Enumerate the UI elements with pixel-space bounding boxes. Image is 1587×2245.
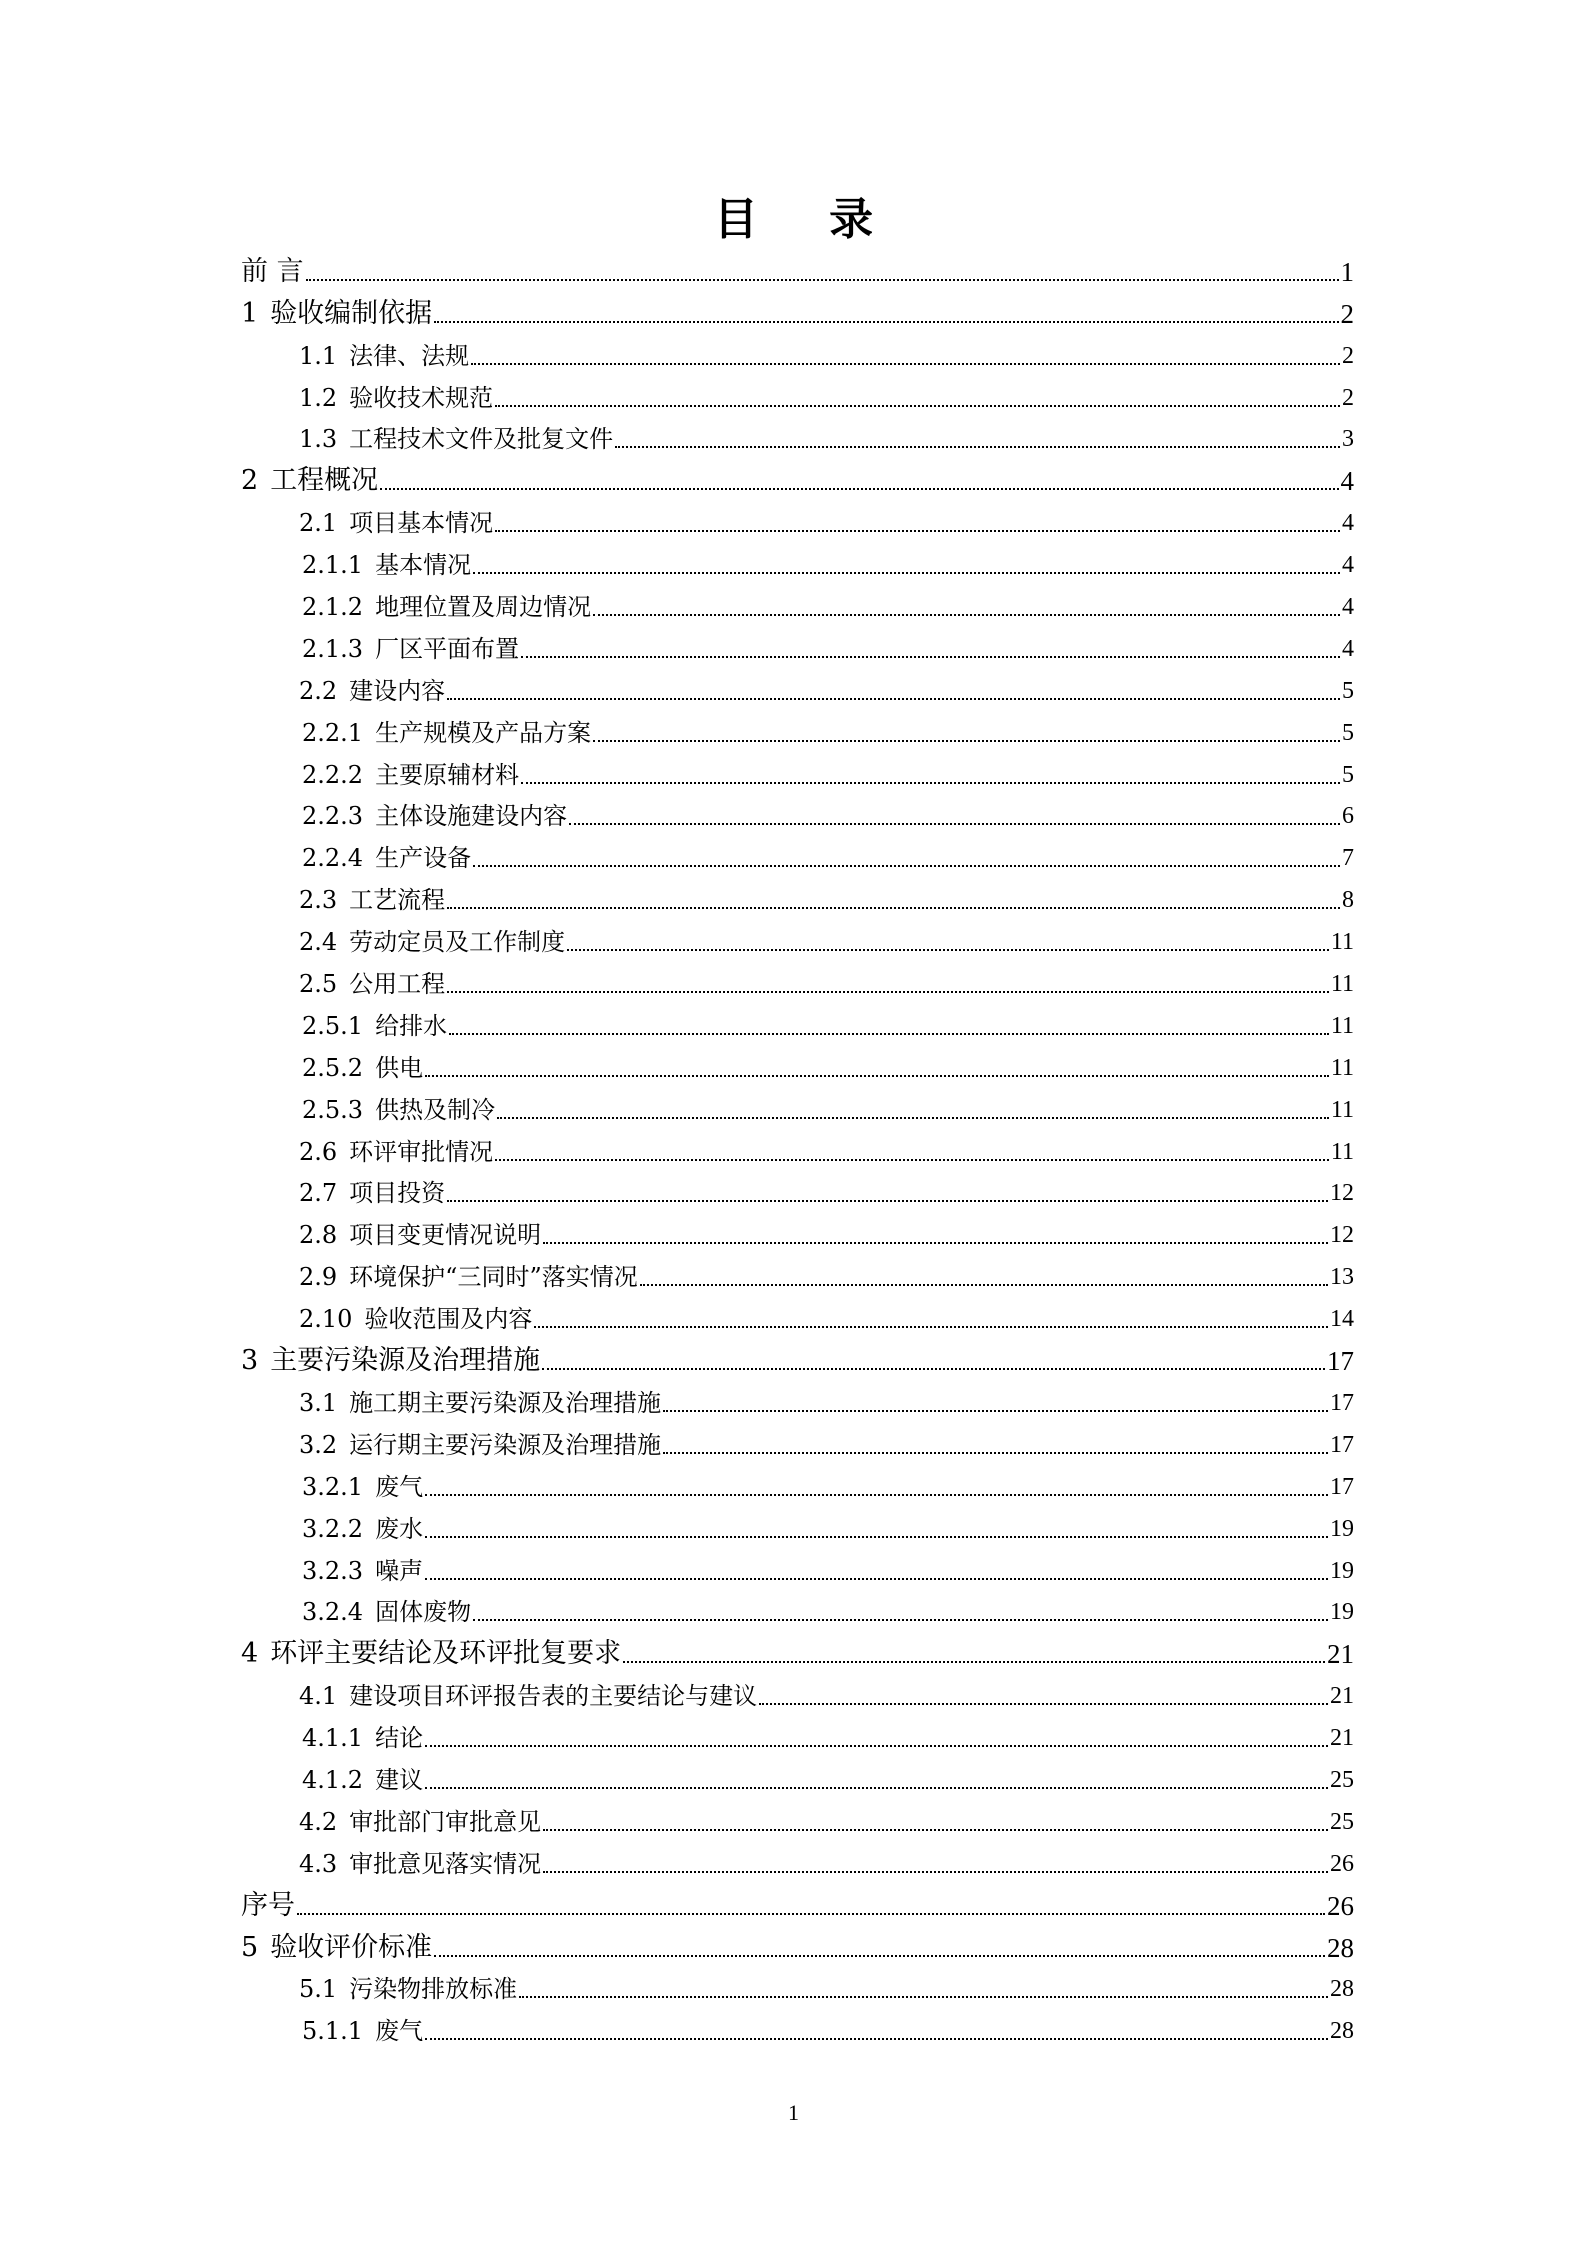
toc-entry-label [302,1513,423,1547]
toc-entry-label [302,1010,447,1044]
toc-dot-leader [663,1410,1328,1412]
toc-entry[interactable] [241,1714,1354,1756]
toc-entry-title: 基本情况 [375,551,472,580]
toc-entry[interactable] [241,918,1354,960]
toc-entry-label [299,1848,541,1882]
toc-dot-leader [425,1578,1328,1580]
toc-dot-leader [425,1075,1329,1077]
toc-entry-title: 序号 [241,1889,295,1921]
toc-entry-title: 建议 [375,1765,424,1794]
toc-entry-label [241,256,304,290]
toc-dot-leader [521,782,1340,784]
toc-entry-title: 厂区平面布置 [375,634,520,663]
toc-entry-page: 2 [1342,342,1354,369]
page-number: 1 [788,2100,799,2125]
toc-dot-leader [447,991,1329,993]
toc-dot-leader [447,698,1340,700]
toc-entry-number: 2.1.3 [302,634,364,663]
toc-entry-title: 工程技术文件及批复文件 [349,425,614,454]
toc-entry-label [241,465,378,499]
toc-entry-title: 建设内容 [349,676,446,705]
toc-entry-number: 2.5 [299,970,338,999]
toc-entry-page: 14 [1330,1306,1354,1333]
toc-dot-leader [306,279,1339,281]
toc-entry-label [302,2015,423,2049]
toc-entry-title: 验收技术规范 [349,383,494,412]
toc-entry-label [241,298,432,332]
toc-entry-number: 4 [241,1638,259,1670]
toc-dot-leader [434,321,1338,323]
toc-entry-page: 25 [1330,1766,1354,1793]
toc-entry-page: 19 [1330,1515,1354,1542]
toc-entry[interactable] [241,834,1354,876]
toc-entry-page: 12 [1330,1222,1354,1249]
toc-entry[interactable] [241,876,1354,918]
toc-entry[interactable] [241,1337,1354,1379]
toc-dot-leader [473,1619,1328,1621]
toc-entry-page: 21 [1327,1639,1354,1670]
toc-entry[interactable] [241,457,1354,499]
toc-entry-number: 2.5.1 [302,1011,364,1040]
toc-entry-label [299,340,469,374]
toc-entry-number: 2.2.3 [302,802,364,831]
toc-entry-number: 5 [241,1931,259,1963]
toc-entry-page: 5 [1342,761,1354,788]
toc-dot-leader [425,1494,1328,1496]
toc-entry-number: 2.2 [299,676,338,705]
toc-entry-label [299,1136,493,1170]
toc-entry[interactable] [241,625,1354,667]
toc-dot-leader [640,1284,1328,1286]
toc-entry-label [302,800,567,834]
toc-entry-label [299,1806,541,1840]
toc-entry-label [302,1596,471,1630]
toc-entry-label [299,1177,445,1211]
toc-entry-number: 4.1.1 [302,1724,364,1753]
toc-entry[interactable] [241,667,1354,709]
toc-entry-page: 17 [1327,1346,1354,1377]
toc-dot-leader [495,530,1340,532]
toc-entry-number: 5.1.1 [302,2017,364,2046]
toc-entry-page: 11 [1330,1012,1354,1039]
toc-entry-title: 环评主要结论及环评批复要求 [270,1638,622,1670]
toc-entry-page: 2 [1342,384,1354,411]
toc-entry-number: 3.2.2 [302,1514,364,1543]
toc-entry-page: 11 [1330,929,1354,956]
toc-entry-label [302,1094,495,1128]
toc-entry[interactable] [241,1672,1354,1714]
toc-entry[interactable] [241,793,1354,835]
toc-entry-page: 4 [1340,466,1354,497]
toc-entry-number: 2.1.2 [302,593,364,622]
toc-entry-title: 工艺流程 [349,886,446,915]
toc-dot-leader [567,949,1329,951]
toc-entry-page: 6 [1342,803,1354,830]
toc-entry-number: 2.1.1 [302,551,364,580]
toc-entry-page: 28 [1330,1976,1354,2003]
toc-entry-page: 26 [1327,1890,1354,1921]
toc-entry-number: 4.3 [299,1849,338,1878]
toc-dot-leader [495,405,1340,407]
toc-entry[interactable] [241,1128,1354,1170]
table-of-contents [241,248,1354,2049]
toc-entry[interactable] [241,1421,1354,1463]
toc-entry-label [302,842,471,876]
toc-dot-leader [543,1871,1328,1873]
toc-entry-title: 固体废物 [375,1598,472,1627]
toc-entry-page: 28 [1327,1932,1354,1963]
toc-entry-number: 2.7 [299,1179,338,1208]
toc-entry-title: 供电 [375,1053,424,1082]
toc-entry-number: 5.1 [299,1975,338,2004]
toc-dot-leader [542,1368,1325,1370]
toc-entry[interactable] [241,1086,1354,1128]
toc-entry-number: 1.2 [299,383,338,412]
toc-entry-page: 17 [1330,1473,1354,1500]
toc-entry-page: 3 [1342,426,1354,453]
toc-entry-number: 2.8 [299,1221,338,1250]
toc-entry-title: 施工期主要污染源及治理措施 [349,1388,662,1417]
toc-entry-number: 3 [241,1345,259,1377]
toc-entry-number: 4.1.2 [302,1765,364,1794]
toc-entry-page: 7 [1342,845,1354,872]
toc-entry-number: 3.1 [299,1388,338,1417]
toc-entry[interactable] [241,332,1354,374]
toc-entry-label [302,1471,423,1505]
toc-dot-leader [495,1159,1329,1161]
toc-dot-leader [543,1242,1328,1244]
toc-entry-label [299,675,445,709]
toc-entry-number: 3.2.4 [302,1598,364,1627]
toc-entry[interactable] [241,960,1354,1002]
toc-entry[interactable] [241,1882,1354,1924]
toc-entry[interactable] [241,2007,1354,2049]
toc-entry[interactable] [241,1756,1354,1798]
toc-entry-title: 噪声 [375,1556,424,1585]
toc-entry-label [302,759,519,793]
toc-entry-number: 2.2.2 [302,760,364,789]
toc-dot-leader [425,2038,1328,2040]
toc-entry-page: 4 [1342,594,1354,621]
toc-entry-title: 公用工程 [349,970,446,999]
toc-entry-number: 1.1 [299,341,338,370]
toc-entry-number: 2.5.2 [302,1053,364,1082]
toc-entry-title: 废水 [375,1514,424,1543]
toc-dot-leader [497,1117,1329,1119]
toc-dot-leader [543,1829,1328,1831]
toc-entry-label [299,926,565,960]
toc-entry-page: 5 [1342,677,1354,704]
toc-dot-leader [447,1200,1328,1202]
toc-entry-title: 建设项目环评报告表的主要结论与建议 [349,1682,758,1711]
toc-dot-leader [593,614,1340,616]
toc-entry-title: 验收范围及内容 [364,1305,533,1334]
toc-entry-page: 1 [1340,256,1354,287]
toc-entry-page: 21 [1330,1683,1354,1710]
toc-entry-page: 28 [1330,2018,1354,2045]
toc-entry[interactable] [241,499,1354,541]
toc-entry-number: 3.2.1 [302,1472,364,1501]
toc-entry-page: 2 [1340,298,1354,329]
toc-entry-page: 4 [1342,552,1354,579]
toc-entry-page: 26 [1330,1850,1354,1877]
toc-dot-leader [471,363,1340,365]
toc-dot-leader [297,1913,1325,1915]
toc-entry-label [302,1555,423,1589]
toc-entry-title: 废气 [375,1472,424,1501]
toc-entry-label [299,1973,517,2007]
toc-entry-title: 法律、法规 [349,341,470,370]
toc-entry-label [299,1680,757,1714]
toc-entry-title: 审批意见落实情况 [349,1849,542,1878]
toc-entry-label [299,1219,541,1253]
toc-entry[interactable] [241,1840,1354,1882]
toc-entry-label [299,423,613,457]
toc-entry-label [299,884,445,918]
toc-entry-title: 验收评价标准 [270,1931,433,1963]
toc-entry[interactable] [241,1044,1354,1086]
toc-entry-title: 环评审批情况 [349,1137,494,1166]
toc-dot-leader [449,1033,1329,1035]
toc-dot-leader [434,1955,1325,1957]
toc-dot-leader [447,907,1340,909]
toc-entry[interactable] [241,416,1354,458]
toc-dot-leader [425,1787,1328,1789]
toc-entry-number: 2.6 [299,1137,338,1166]
toc-entry-title: 主要原辅材料 [375,760,520,789]
toc-entry-number: 2.9 [299,1263,338,1292]
toc-entry-title: 结论 [375,1724,424,1753]
toc-entry-label [299,1429,661,1463]
toc-entry-number: 4.2 [299,1807,338,1836]
toc-dot-leader [425,1745,1328,1747]
toc-entry-number: 2.5.3 [302,1095,364,1124]
toc-entry[interactable] [241,1379,1354,1421]
toc-entry-page: 8 [1342,887,1354,914]
toc-entry[interactable] [241,1924,1354,1966]
toc-entry-label [302,549,471,583]
toc-entry[interactable] [241,1295,1354,1337]
toc-dot-leader [380,488,1338,490]
toc-entry-label [302,1052,423,1086]
toc-entry-number: 2.3 [299,886,338,915]
toc-dot-leader [623,1661,1325,1663]
toc-entry[interactable] [241,1211,1354,1253]
toc-entry-page: 11 [1330,1096,1354,1123]
toc-entry-label [302,591,591,625]
toc-entry-title: 生产规模及产品方案 [375,718,592,747]
toc-dot-leader [473,865,1340,867]
toc-entry-title: 工程概况 [270,465,379,497]
toc-entry-page: 4 [1342,510,1354,537]
toc-entry-page: 11 [1330,1054,1354,1081]
toc-entry-page: 13 [1330,1264,1354,1291]
toc-entry-label [241,1890,295,1924]
toc-entry-page: 19 [1330,1557,1354,1584]
toc-entry[interactable] [241,1170,1354,1212]
toc-entry-title: 劳动定员及工作制度 [349,928,566,957]
toc-entry-title: 环境保护“三同时”落实情况 [349,1263,638,1292]
toc-entry-page: 21 [1330,1725,1354,1752]
toc-entry-title: 地理位置及周边情况 [375,593,592,622]
toc-dot-leader [593,740,1340,742]
toc-entry-page: 19 [1330,1599,1354,1626]
toc-entry[interactable] [241,1002,1354,1044]
toc-entry-label [241,1638,621,1672]
toc-entry-number: 2.4 [299,928,338,957]
toc-entry-title: 生产设备 [375,844,472,873]
toc-entry[interactable] [241,1798,1354,1840]
toc-entry-label [299,1261,638,1295]
toc-dot-leader [759,1703,1328,1705]
toc-entry[interactable] [241,374,1354,416]
toc-entry-title: 废气 [375,2017,424,2046]
toc-entry-number: 4.1 [299,1682,338,1711]
toc-dot-leader [425,1536,1328,1538]
toc-entry[interactable] [241,248,1354,290]
toc-entry[interactable] [241,1966,1354,2008]
toc-entry-number: 3.2 [299,1430,338,1459]
toc-entry-title: 运行期主要污染源及治理措施 [349,1430,662,1459]
toc-entry-title: 项目投资 [349,1179,446,1208]
toc-entry-title: 前 言 [241,255,304,287]
toc-entry-title: 主要污染源及治理措施 [270,1345,541,1377]
toc-entry-page: 17 [1330,1389,1354,1416]
toc-dot-leader [473,572,1340,574]
toc-dot-leader [615,446,1340,448]
toc-entry[interactable] [241,290,1354,332]
toc-entry-label [299,1387,661,1421]
toc-entry-label [299,1303,532,1337]
toc-entry-page: 4 [1342,635,1354,662]
toc-entry-number: 2 [241,465,259,497]
toc-entry-title: 审批部门审批意见 [349,1807,542,1836]
page-title: 目 录 [713,194,902,245]
toc-entry-number: 2.2.1 [302,718,364,747]
toc-entry-title: 项目基本情况 [349,509,494,538]
toc-entry-page: 12 [1330,1180,1354,1207]
toc-entry[interactable] [241,1463,1354,1505]
toc-entry-number: 2.1 [299,509,338,538]
toc-entry[interactable] [241,1505,1354,1547]
toc-entry[interactable] [241,1589,1354,1631]
toc-entry-label [241,1345,540,1379]
toc-entry-label [299,968,445,1002]
toc-entry-label [299,382,493,416]
toc-entry[interactable] [241,1253,1354,1295]
toc-dot-leader [519,1996,1328,1998]
toc-entry-title: 项目变更情况说明 [349,1221,542,1250]
toc-entry-label [302,1764,423,1798]
toc-dot-leader [569,823,1340,825]
toc-entry-label [241,1932,432,1966]
toc-entry[interactable] [241,1630,1354,1672]
toc-entry[interactable] [241,709,1354,751]
toc-entry-title: 验收编制依据 [270,297,433,329]
toc-entry[interactable] [241,751,1354,793]
toc-entry[interactable] [241,541,1354,583]
toc-entry-page: 11 [1330,1138,1354,1165]
toc-entry[interactable] [241,1547,1354,1589]
toc-entry-page: 11 [1330,971,1354,998]
toc-dot-leader [663,1452,1328,1454]
toc-entry-number: 1 [241,297,259,329]
toc-entry-page: 25 [1330,1808,1354,1835]
toc-dot-leader [534,1326,1328,1328]
toc-entry-page: 5 [1342,719,1354,746]
toc-entry[interactable] [241,583,1354,625]
toc-entry-label [302,633,519,667]
toc-entry-title: 主体设施建设内容 [375,802,568,831]
toc-entry-title: 污染物排放标准 [349,1975,518,2004]
toc-entry-title: 给排水 [375,1011,448,1040]
toc-entry-number: 3.2.3 [302,1556,364,1585]
toc-entry-number: 2.10 [299,1305,353,1334]
toc-entry-title: 供热及制冷 [375,1095,496,1124]
toc-entry-label [302,1722,423,1756]
toc-dot-leader [521,656,1340,658]
toc-entry-label [299,507,493,541]
toc-entry-number: 1.3 [299,425,338,454]
toc-entry-label [302,717,591,751]
toc-entry-number: 2.2.4 [302,844,364,873]
toc-entry-page: 17 [1330,1431,1354,1458]
